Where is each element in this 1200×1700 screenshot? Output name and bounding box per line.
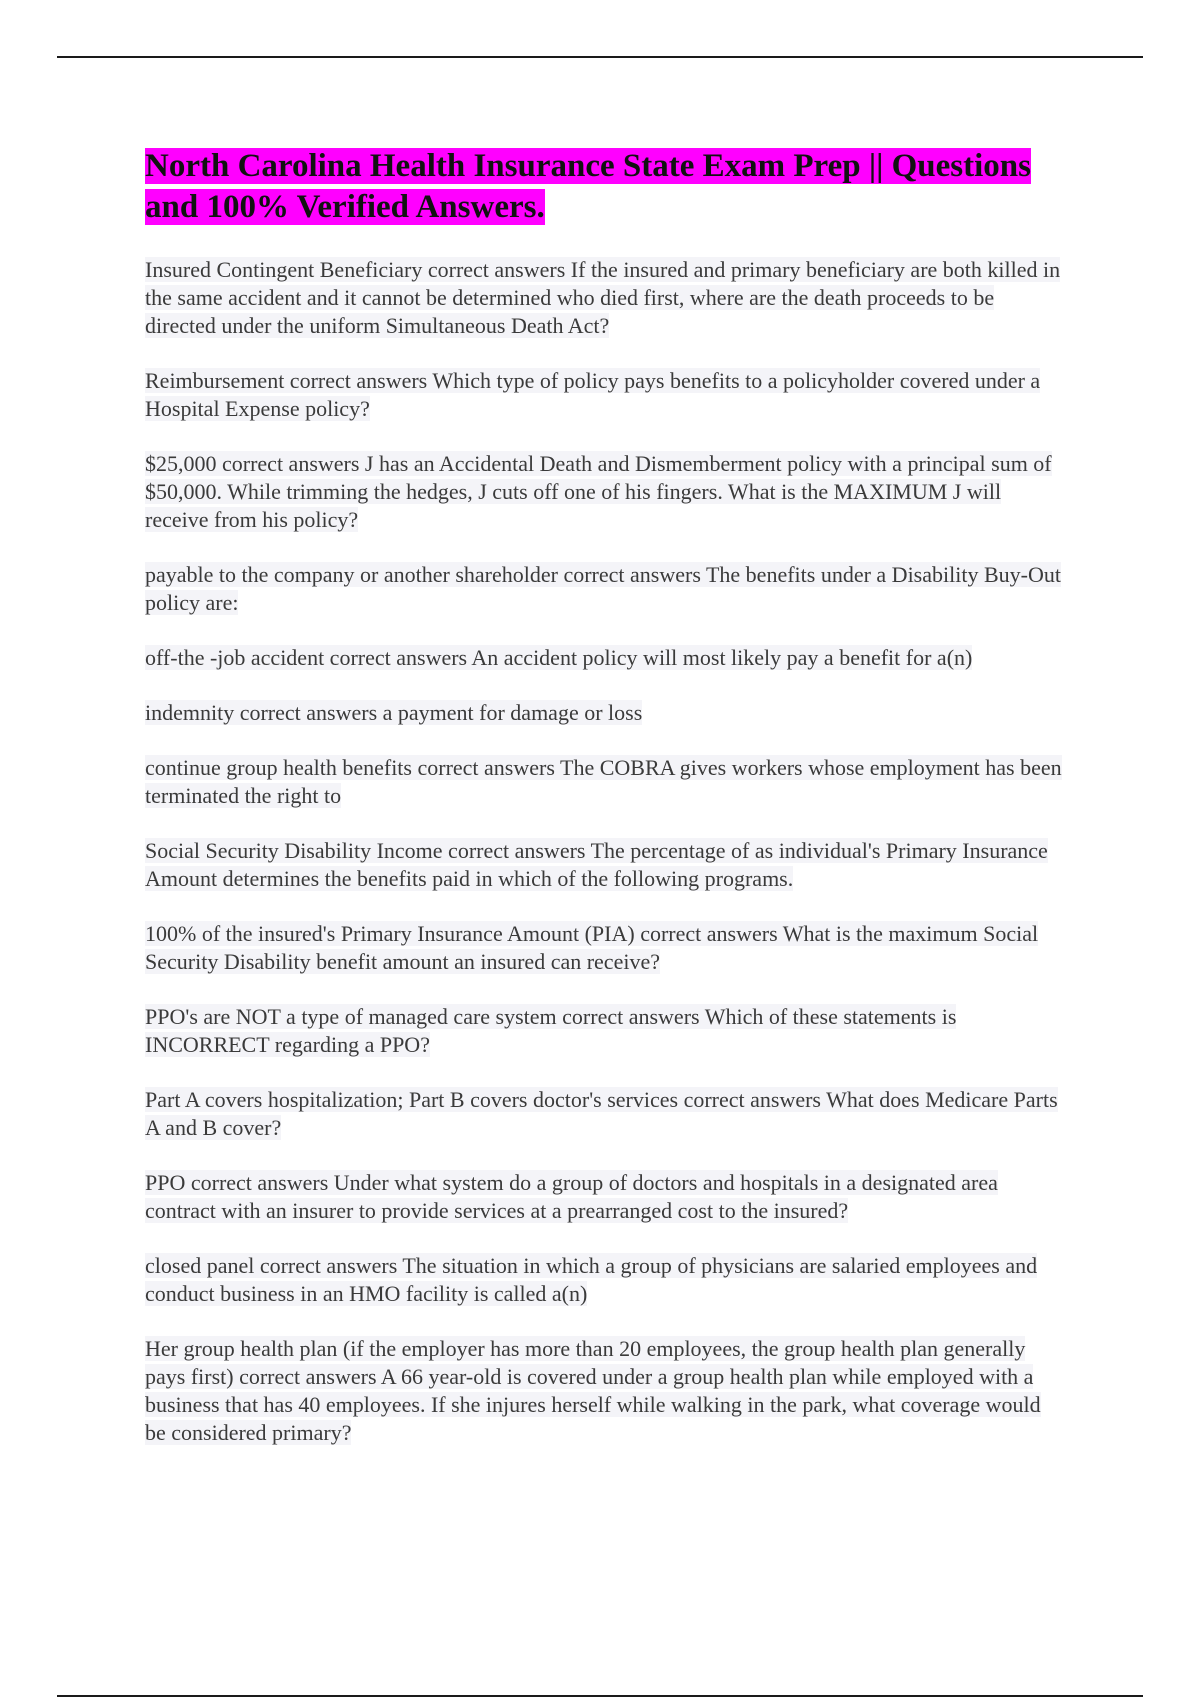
qa-item: Part A covers hospitalization; Part B covers doctor's services correct answers What does Medicare Parts A and B cover? xyxy=(145,1087,1058,1140)
document-body xyxy=(145,146,1065,1474)
qa-item: Her group health plan (if the employer has more than 20 employees, the group health plan generally pays first) correct answers A 66 year-old is covered under a group health plan while employed with a business that has 40 employees. If she injures herself while walking in the park, what coverage would be considered primary? xyxy=(145,1336,1041,1445)
qa-item: Reimbursement correct answers Which type of policy pays benefits to a policyholder covered under a Hospital Expense policy? xyxy=(145,368,1041,421)
qa-item: off-the -job accident correct answers An accident policy will most likely pay a benefit for a(n) xyxy=(145,645,973,670)
top-rule xyxy=(57,56,1143,58)
qa-item: continue group health benefits correct answers The COBRA gives workers whose employment has been terminated the right to xyxy=(145,755,1062,808)
qa-item: Insured Contingent Beneficiary correct answers If the insured and primary beneficiary are both killed in the same accident and it cannot be determined who died first, where are the death proceeds to be directed under the uniform Simultaneous Death Act? xyxy=(145,257,1061,338)
qa-item: payable to the company or another shareholder correct answers The benefits under a Disability Buy-Out policy are: xyxy=(145,562,1061,615)
qa-item: indemnity correct answers a payment for damage or loss xyxy=(145,700,643,725)
qa-item: 100% of the insured's Primary Insurance Amount (PIA) correct answers What is the maximum Social Security Disability benefit amount an insured can receive? xyxy=(145,921,1039,974)
qa-item: Social Security Disability Income correct answers The percentage of as individual's Primary Insurance Amount determines the benefits paid in which of the following programs. xyxy=(145,838,1048,891)
document-title: North Carolina Health Insurance State Exam Prep || Questions and 100% Verified Answers. xyxy=(145,148,1031,225)
qa-item: closed panel correct answers The situation in which a group of physicians are salaried employees and conduct business in an HMO facility is called a(n) xyxy=(145,1253,1038,1306)
qa-list xyxy=(145,256,1065,1447)
bottom-rule xyxy=(57,1695,1143,1697)
qa-item: $25,000 correct answers J has an Accidental Death and Dismemberment policy with a principal sum of $50,000. While trimming the hedges, J cuts off one of his fingers. What is the MAXIMUM J will receive from his policy? xyxy=(145,451,1052,532)
qa-item: PPO's are NOT a type of managed care system correct answers Which of these statements is INCORRECT regarding a PPO? xyxy=(145,1004,957,1057)
qa-item: PPO correct answers Under what system do a group of doctors and hospitals in a designated area contract with an insurer to provide services at a prearranged cost to the insured? xyxy=(145,1170,998,1223)
